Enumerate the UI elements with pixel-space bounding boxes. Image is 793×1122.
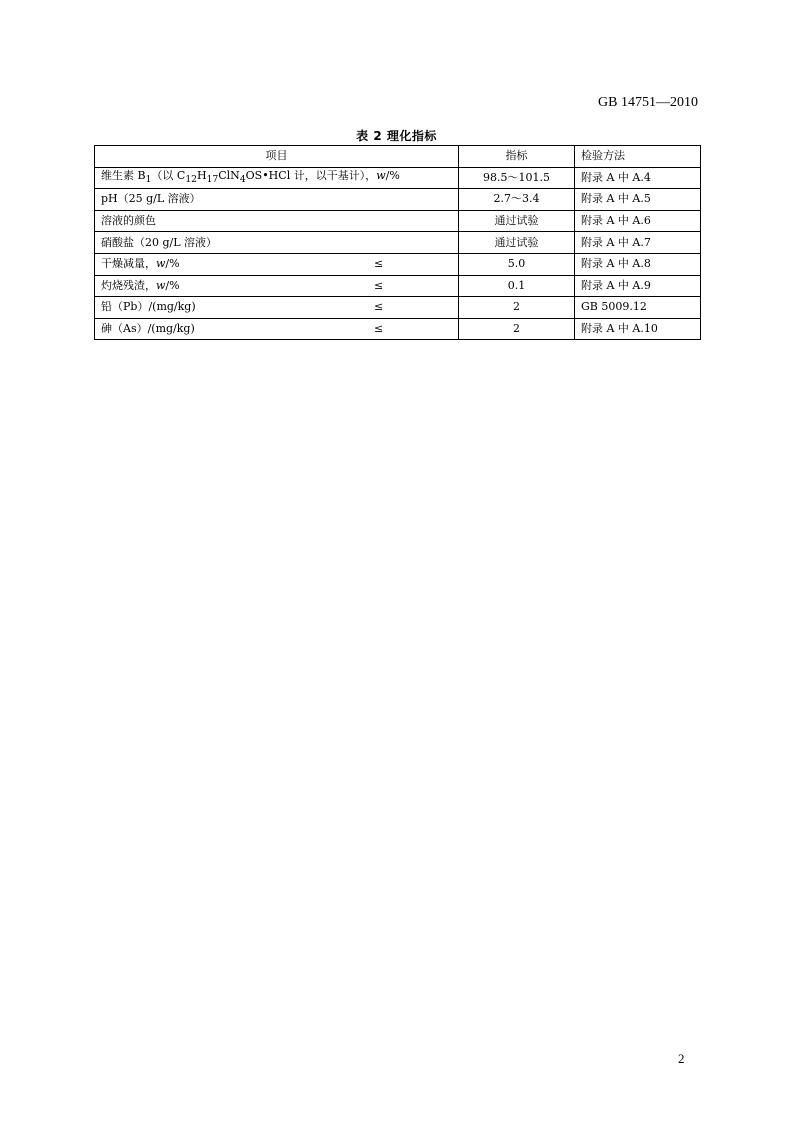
item-text: 干燥减量， (101, 257, 156, 271)
item-cell (95, 297, 459, 319)
method-cell: 附录 A 中 A.4 (575, 167, 701, 189)
value-cell: 通过试验 (459, 210, 575, 232)
table-row (95, 275, 701, 297)
item-subscript: 1 (145, 173, 152, 185)
item-text: 硝酸盐（20 g/L 溶液） (101, 235, 218, 249)
table-row (95, 318, 701, 340)
value-cell: 0.1 (459, 275, 575, 297)
comparator-symbol: ≤ (374, 300, 384, 314)
item-variable: w (156, 257, 166, 271)
method-cell: 附录 A 中 A.7 (575, 232, 701, 254)
item-variable: w (156, 278, 166, 292)
item-text: ClN (218, 168, 240, 182)
item-cell (95, 318, 459, 340)
column-header-method: 检验方法 (575, 146, 701, 168)
value-cell: 98.5～101.5 (459, 167, 575, 189)
item-text: 砷（As）/(mg/kg) (101, 322, 195, 336)
item-cell (95, 253, 459, 275)
comparator-symbol: ≤ (374, 278, 384, 292)
item-cell (95, 189, 459, 211)
item-cell (95, 167, 459, 189)
item-variable: w (376, 168, 386, 182)
page-number: 2 (678, 1051, 685, 1066)
item-cell (95, 232, 459, 254)
item-text: （以 C (151, 168, 186, 182)
table-row (95, 189, 701, 211)
table-row (95, 253, 701, 275)
item-text: H (197, 168, 207, 182)
column-header-item: 项目 (95, 146, 459, 168)
table-row (95, 210, 701, 232)
item-text: pH（25 g/L 溶液） (101, 192, 201, 206)
table-row (95, 232, 701, 254)
value-cell: 5.0 (459, 253, 575, 275)
item-text: 铅（Pb）/(mg/kg) (101, 300, 196, 314)
value-cell: 通过试验 (459, 232, 575, 254)
method-cell: 附录 A 中 A.5 (575, 189, 701, 211)
value-cell: 2 (459, 297, 575, 319)
item-subscript: 17 (206, 173, 219, 185)
item-cell (95, 275, 459, 297)
table-header-row (95, 146, 701, 168)
method-cell: 附录 A 中 A.6 (575, 210, 701, 232)
table-row (95, 167, 701, 189)
method-cell: 附录 A 中 A.8 (575, 253, 701, 275)
table-title: 表 2 理化指标 (356, 129, 437, 143)
value-cell: 2 (459, 318, 575, 340)
item-text: OS•HCl 计，以干基计）， (245, 168, 377, 182)
item-text: /% (165, 257, 180, 271)
item-text: /% (165, 278, 180, 292)
physicochemical-spec-table (94, 145, 701, 340)
standard-code: GB 14751—2010 (598, 95, 698, 110)
item-text: 灼烧残渣， (101, 278, 156, 292)
method-cell: GB 5009.12 (575, 297, 701, 319)
item-subscript: 4 (239, 173, 246, 185)
method-cell: 附录 A 中 A.10 (575, 318, 701, 340)
item-text: /% (385, 168, 400, 182)
item-cell (95, 210, 459, 232)
item-text: 维生素 B (101, 168, 146, 182)
column-header-value: 指标 (459, 146, 575, 168)
table-row (95, 297, 701, 319)
comparator-symbol: ≤ (374, 321, 384, 335)
item-subscript: 12 (185, 173, 197, 185)
value-cell: 2.7～3.4 (459, 189, 575, 211)
item-text: 溶液的颜色 (101, 214, 156, 228)
comparator-symbol: ≤ (374, 256, 384, 270)
method-cell: 附录 A 中 A.9 (575, 275, 701, 297)
